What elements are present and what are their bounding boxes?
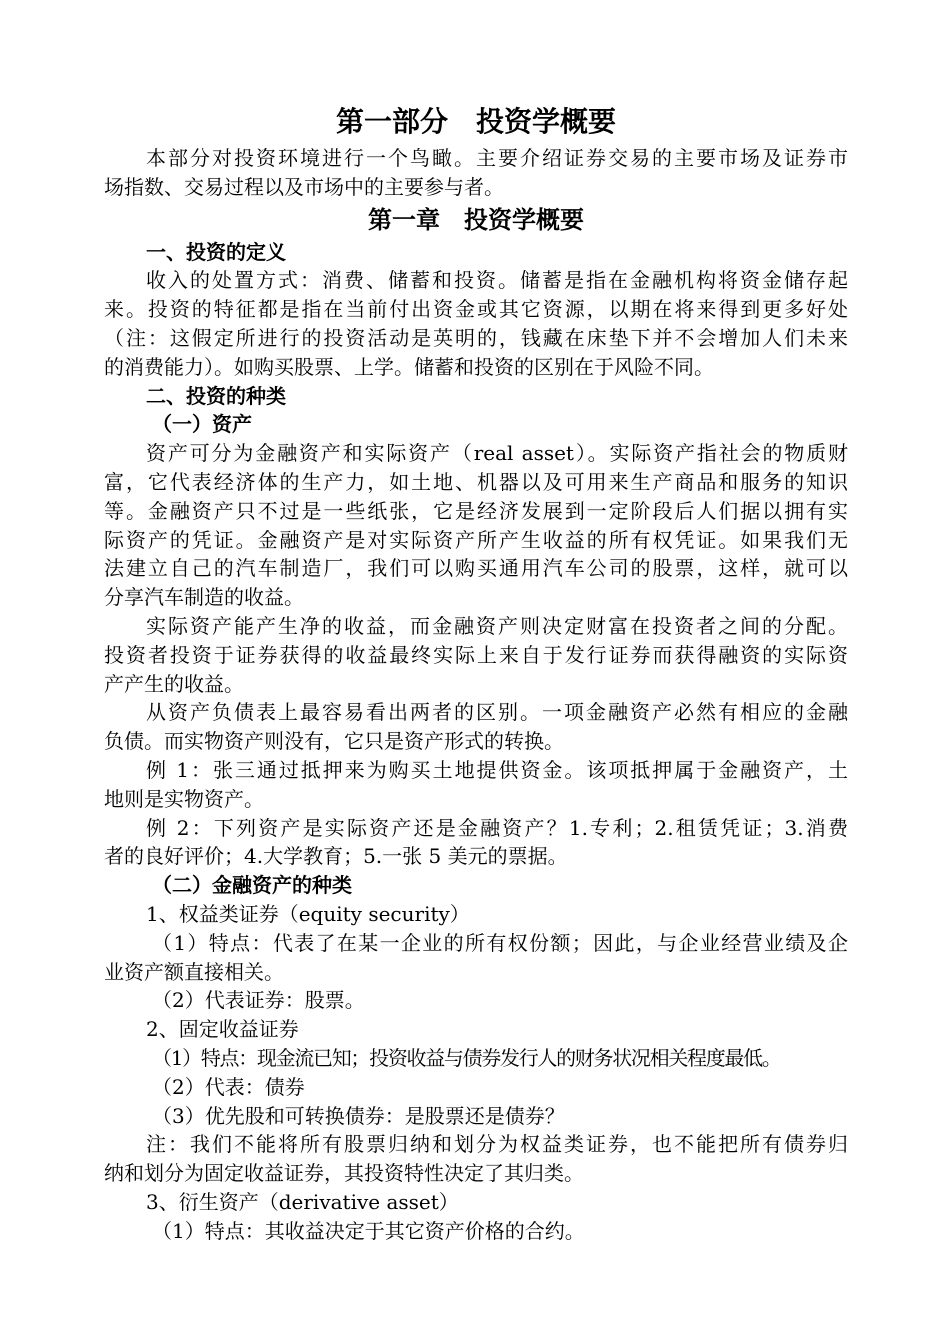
fixed-income-title: 2、固定收益证券 xyxy=(146,1017,299,1042)
chapter-title: 第一章 投资学概要 xyxy=(368,205,584,234)
definition-line-1: 收入的处置方式：消费、储蓄和投资。储蓄是指在金融机构将资金储存起 xyxy=(146,268,848,293)
assets-para1-line-4: 际资产的凭证。金融资产是对实际资产所产生收益的所有权凭证。如果我们无 xyxy=(104,527,848,552)
assets-para1-line-1: 资产可分为金融资产和实际资产（real asset）。实际资产指社会的物质财 xyxy=(146,441,848,466)
equity-representative: （2）代表证券：股票。 xyxy=(152,988,365,1013)
subsection-heading-assets: （一）资产 xyxy=(152,412,252,437)
intro-line-2: 场指数、交易过程以及市场中的主要参与者。 xyxy=(104,174,504,199)
example2-line-2: 者的良好评价；4.大学教育；5.一张 5 美元的票据。 xyxy=(104,844,568,869)
assets-para2-line-3: 产产生的收益。 xyxy=(104,671,244,696)
fixed-income-representative: （2）代表：债券 xyxy=(152,1074,305,1099)
note-line-1: 注：我们不能将所有股票归纳和划分为权益类证券，也不能把所有债券归 xyxy=(146,1132,848,1157)
definition-line-2: 来。投资的特征都是指在当前付出资金或其它资源，以期在将来得到更多好处 xyxy=(104,297,848,322)
equity-title: 1、权益类证券（equity security） xyxy=(146,901,470,926)
intro-line-1: 本部分对投资环境进行一个鸟瞰。主要介绍证券交易的主要市场及证券市 xyxy=(146,146,848,170)
assets-para1-line-5: 法建立自己的汽车制造厂，我们可以购买通用汽车公司的股票，这样，就可以 xyxy=(104,556,848,581)
equity-feature-line-2: 业资产额直接相关。 xyxy=(104,959,284,984)
example2-line-1: 例 2：下列资产是实际资产还是金融资产？1.专利；2.租赁凭证；3.消费 xyxy=(146,815,848,840)
definition-line-4: 的消费能力）。如购买股票、上学。储蓄和投资的区别在于风险不同。 xyxy=(104,354,714,379)
assets-para2-line-1: 实际资产能产生净的收益，而金融资产则决定财富在投资者之间的分配。 xyxy=(146,613,848,638)
derivative-feature: （1）特点：其收益决定于其它资产价格的合约。 xyxy=(152,1218,585,1243)
note-line-2: 纳和划分为固定收益证券，其投资特性决定了其归类。 xyxy=(104,1161,584,1186)
assets-para3-line-1: 从资产负债表上最容易看出两者的区别。一项金融资产必然有相应的金融 xyxy=(146,700,848,725)
equity-feature-line-1: （1）特点：代表了在某一企业的所有权份额；因此，与企业经营业绩及企 xyxy=(152,930,848,955)
section-heading-definition: 一、投资的定义 xyxy=(146,239,286,264)
fixed-income-feature: （1）特点：现金流已知；投资收益与债券发行人的财务状况相关程度最低。 xyxy=(152,1045,781,1070)
part-title: 第一部分 投资学概要 xyxy=(335,105,616,138)
section-heading-types: 二、投资的种类 xyxy=(146,383,286,408)
example1-line-1: 例 1：张三通过抵押来为购买土地提供资金。该项抵押属于金融资产，土 xyxy=(146,757,848,782)
definition-line-3: （注：这假定所进行的投资活动是英明的，钱藏在床垫下并不会增加人们未来 xyxy=(104,325,848,350)
assets-para2-line-2: 投资者投资于证券获得的收益最终实际上来自于发行证券而获得融资的实际资 xyxy=(104,642,848,667)
example1-line-2: 地则是实物资产。 xyxy=(104,786,264,811)
fixed-income-preferred: （3）优先股和可转换债券：是股票还是债券？ xyxy=(152,1103,565,1128)
document-page xyxy=(104,100,848,1245)
assets-para1-line-6: 分享汽车制造的收益。 xyxy=(104,585,304,610)
subsection-heading-financial-assets: （二）金融资产的种类 xyxy=(152,873,352,898)
assets-para1-line-3: 等。金融资产只不过是一些纸张，它是经济发展到一定阶段后人们据以拥有实 xyxy=(104,498,848,523)
derivative-title: 3、衍生资产（derivative asset） xyxy=(146,1189,459,1214)
assets-para1-line-2: 富，它代表经济体的生产力，如土地、机器以及可用来生产商品和服务的知识 xyxy=(104,469,848,494)
assets-para3-line-2: 负债。而实物资产则没有，它只是资产形式的转换。 xyxy=(104,729,564,754)
